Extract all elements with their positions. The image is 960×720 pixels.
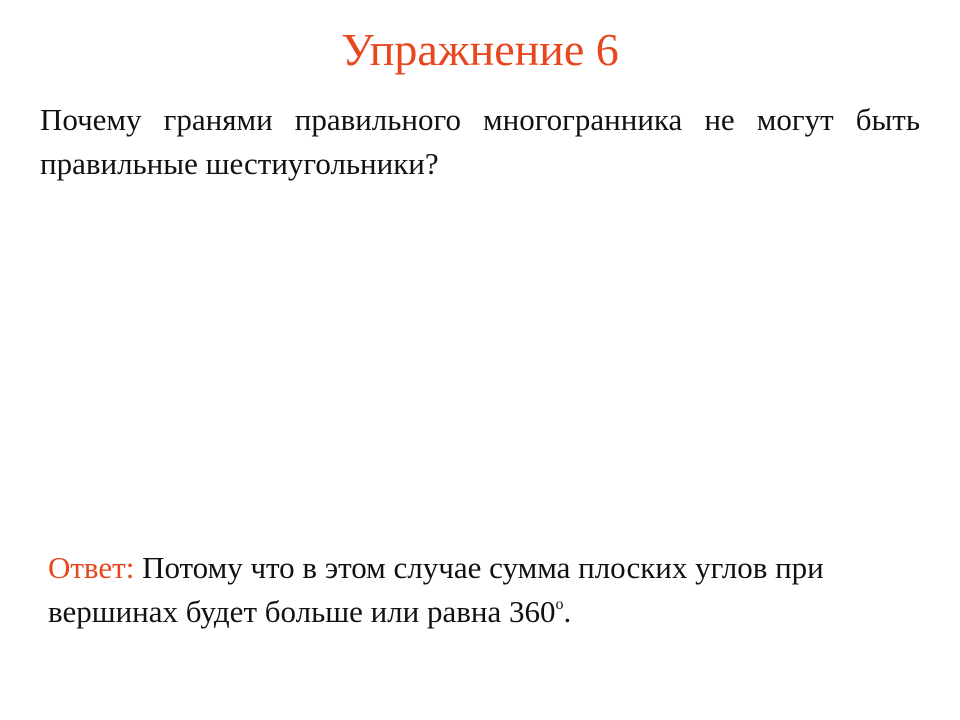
answer-block: [48, 546, 920, 634]
degree-mark: о: [555, 596, 564, 613]
answer-text: Потому что в этом случае сумма плоских углов при вершинах будет больше или равна 360: [48, 550, 824, 629]
question-text: Почему гранями правильного многогранника не могут быть правильные шестиугольники?: [40, 102, 920, 181]
answer-end: .: [563, 594, 572, 629]
slide-title: Упражнение 6: [341, 24, 619, 75]
answer-label: Ответ:: [48, 550, 135, 585]
